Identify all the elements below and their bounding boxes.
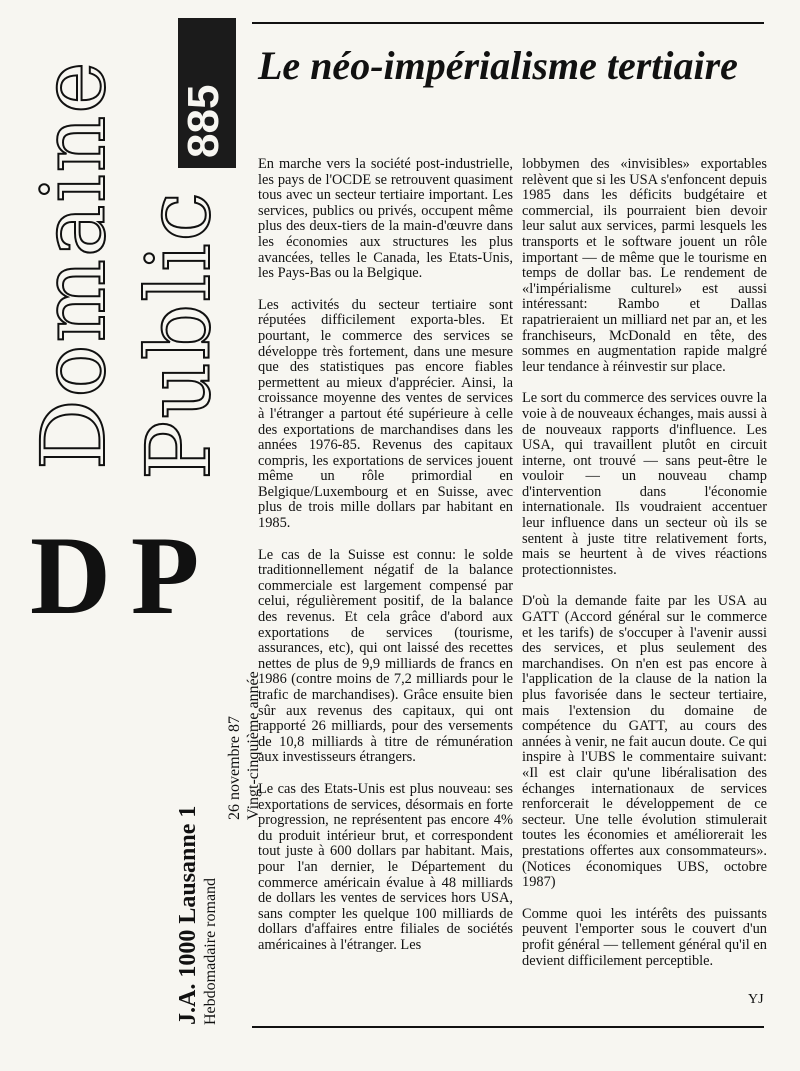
article-column-1 xyxy=(258,157,513,970)
paragraph: En marche vers la société post-industrielle, les pays de l'OCDE se retrouvent quasiment tous avec un secteur tertiaire important. Les services, publics ou privés, occupent même plus des deux-tiers de la main-d'œuvre dans les économies aux structures les plus avancées, telles le Canada, les Etats-Unis, les Pays-Bas ou la Belgique. xyxy=(258,156,513,282)
masthead xyxy=(0,0,263,1071)
issue-number: 885 xyxy=(179,84,228,158)
bottom-rule xyxy=(252,1026,764,1028)
paragraph: Le cas de la Suisse est connu: le solde traditionnellement négatif de la balance commerciale est largement compensé par celui, régulièrement positif, de la balance des revenus. Et cela grâce d'abord aux exportations de services (tourisme, assurances, etc), qui ont laissé des recettes nettes de plus de 9,9 milliards de francs en 1986 (contre moins de 7,2 milliards pour le trafic de marchandises). Grâce ensuite bien sûr aux revenus des capitaux, qui ont rapporté 26 milliards, pour des versements de 10,8 milliards à titre de rémunération aux investisseurs étrangers. xyxy=(258,546,513,766)
article-title: Le néo-impérialisme tertiaire xyxy=(258,43,738,88)
paragraph: lobbymen des «invisibles» exportables relèvent que si les USA s'enfoncent depuis 1985 dans les déficits budgétaire et commercial, ils pourraient bien devoir leur salut aux services, parmi lesquels les transports et le software jouent un rôle important — de même que le tourisme en temps de dollar bas. Le rendement de «l'impérialisme culturel» est aussi intéressant: Rambo et Dallas rapatrieraient un milliard net par an, et les franchiseurs, McDonald en tête, des sommes en augmentation rapide malgré leur tendance à réinvestir sur place. xyxy=(522,156,767,375)
postal-info xyxy=(175,695,221,1025)
paragraph: Les activités du secteur tertiaire sont réputées difficilement exporta-bles. Et pourtant, le commerce des services se développe très fortement, dans une mesure que des statistiques pas encore fiables permettent au mieux d'apprécier. Ainsi, la croissance moyenne des ventes de services à l'étranger a partout été supérieure à celle des exportations de marchandises dans les années 1976-85. Revenus des capitaux compris, les exportations de services jouent même un rôle primordial en Belgique/Luxembourg et en Suisse, avec plus de trois mille dollars par habitant en 1985. xyxy=(258,296,513,532)
author-signature: YJ xyxy=(748,992,764,1007)
frequency: Hebdomadaire romand xyxy=(202,877,220,1025)
paragraph: D'où la demande faite par les USA au GATT (Accord général sur le commerce et les tarifs) de s'occuper à l'avenir aussi des services, et plus seulement des marchandises. On n'en est pas encore à l'application de la clause de la nation la plus favorisée dans le secteur tertiaire, mais l'extension du domaine de compétence du GATT, au cours des années à venir, ne fait aucun doute. Ce qui inspire à l'UBS le commentaire suivant: «Il est clair qu'une libéralisation des échanges internationaux de services renforcerait le développement de ce secteur. Une telle évolution stimulerait toutes les économies et améliorerait les prestations offertes aux consommateurs». (Notices économiques UBS, octobre 1987) xyxy=(522,593,767,891)
paragraph: Le cas des Etats-Unis est plus nouveau: ses exportations de services, désormais en forte progression, ne représentent pas encore 4% du produit intérieur brut, et correspondent tout juste à 600 dollars par habitant. Mais, pour l'an dernier, le Département du commerce américain évalue à 48 milliards de dollars les ventes de services hors USA, sans compter les quelque 100 milliards de dollars d'affaires entre filiales de sociétés américaines à l'étranger. Les xyxy=(258,780,513,953)
address-line: J.A. 1000 Lausanne 1 xyxy=(175,805,201,1025)
issue-date: 26 novembre 87 xyxy=(226,716,243,820)
paragraph: Comme quoi les intérêts des puissants peuvent l'emporter sous le couvert d'un profit général — tellement général qu'il en devient difficilement perceptible. xyxy=(522,905,767,969)
issue-number-box xyxy=(178,18,236,168)
masthead-domaine: Domaine xyxy=(22,59,125,470)
paragraph: Le sort du commerce des services ouvre la voie à de nouveaux échanges, mais aussi à de nouveaux rapports d'influence. Les USA, qui travaillent plutôt en circuit interne, ont trouvé — sans peut-être le vouloir — un nouveau champ d'intervention dans l'économie internationale. Ils voudraient accentuer leur influence dans un secteur où ils se sentent à juste titre relativement forts, mais se heurtent à de vives réactions protectionnistes. xyxy=(522,390,767,578)
masthead-public: Public xyxy=(127,190,230,480)
publication-year: Vingt-cinquième année xyxy=(245,671,263,820)
dp-logo: DP xyxy=(30,514,220,638)
article-column-2 xyxy=(522,157,767,985)
top-rule xyxy=(252,22,764,24)
